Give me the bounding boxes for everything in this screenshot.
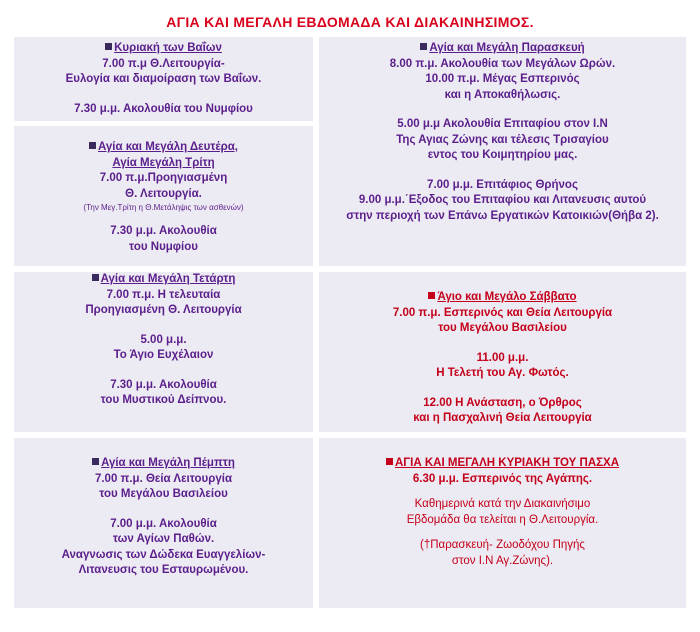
schedule-line: 7.30 μ.μ. Ακολουθία του Νυμφίου [74, 102, 253, 115]
palm-sunday-heading: Κυριακή των Βαΐων [14, 41, 313, 57]
schedule-line: του Μεγάλου Βασιλείου [99, 488, 228, 500]
schedule-line: Το Άγιο Ευχέλαιον [113, 349, 214, 361]
schedule-line: Εβδομάδα θα τελείται η Θ.Λειτουργία. [406, 513, 599, 526]
schedule-line: του Μυστικού Δείπνου. [100, 394, 227, 406]
easter-box [319, 438, 686, 608]
schedule-line: Αναγνωσις των Δώδεκα Ευαγγελίων- [61, 548, 266, 561]
schedule-line: των Αγίων Παθών. [112, 533, 215, 545]
square-bullet-icon [105, 43, 112, 50]
schedule-line: 11.00 μ.μ. [476, 351, 529, 364]
schedule-line: Ευλογία και διαμοίραση των Βαΐων. [65, 73, 262, 85]
schedule-line: 5.00 μ.μ. [140, 333, 187, 346]
schedule-line: 10.00 π.μ. Μέγας Εσπερινός [425, 73, 580, 85]
schedule-line: 7.00 π.μ. Η τελευταία [106, 288, 221, 301]
schedule-line: Η Τελετή του Αγ. Φωτός. [436, 367, 569, 379]
schedule-line: 7.00 μ.μ. Επιτάφιος Θρήνος [427, 178, 578, 191]
easter-heading: ΑΓΙΑ ΚΑΙ ΜΕΓΑΛΗ ΚΥΡΙΑΚΗ ΤΟΥ ΠΑΣΧΑ [319, 456, 686, 472]
palm-sunday-box [14, 37, 313, 121]
schedule-line: 7.00 π.μ Θ.Λειτουργία- [102, 57, 225, 70]
schedule-line: 7.30 μ.μ. Ακολουθία [110, 225, 217, 237]
schedule-line: του Νυμφίου [129, 240, 198, 253]
square-bullet-icon [386, 458, 393, 465]
schedule-line: Της Αγιας Ζώνης και τέλεσις Τρισαγίου [396, 133, 609, 146]
schedule-line: 5.00 μ.μ Ακολουθία Επιταφίου στον Ι.Ν [397, 118, 608, 130]
schedule-line: 12.00 Η Ανάσταση, ο Όρθρος [423, 396, 582, 409]
thursday-heading: Αγία και Μεγάλη Πέμπτη [14, 456, 313, 472]
schedule-line: και η Αποκαθήλωσις. [444, 88, 561, 101]
schedule-line: 7.00 π.μ. Εσπερινός και Θεία Λειτουργία [392, 306, 613, 319]
schedule-line: και η Πασχαλινή Θεία Λειτουργία [413, 412, 592, 424]
wednesday-box [14, 272, 313, 432]
page-title: ΑΓΙΑ ΚΑΙ ΜΕΓΑΛΗ ΕΒΔΟΜΑΔΑ ΚΑΙ ΔΙΑΚΑΙΝΗΣΙΜΟΣ. [166, 14, 534, 30]
mon-tue-heading: Αγία και Μεγάλη Δευτέρα, [14, 140, 313, 156]
wednesday-heading: Αγία και Μεγάλη Τετάρτη [14, 272, 313, 288]
thursday-box [14, 438, 313, 608]
schedule-line: του Μεγάλου Βασιλείου [438, 322, 567, 334]
schedule-line: 7.00 π.μ.Προηγιασμένη [99, 172, 228, 184]
mon-tue-box [14, 126, 313, 266]
schedule-line: 9.00 μ.μ.΄Εξοδος του Επιταφίου και Λιτανευσις αυτού [358, 194, 647, 206]
schedule-line: 8.00 π.μ. Ακολουθία των Μεγάλων Ωρών. [389, 57, 616, 70]
schedule-line: 7.00 π.μ. Θεία Λειτουργία [94, 472, 233, 485]
saturday-box [319, 272, 686, 432]
square-bullet-icon [92, 458, 99, 465]
schedule-line: 7.00 μ.μ. Ακολουθία [110, 517, 217, 530]
note-line: (Την Μεγ.Τρίτη η Θ.Μετάληψις των ασθενών) [83, 203, 244, 212]
schedule-line: στον Ι.Ν Αγ.Ζώνης). [451, 554, 554, 567]
friday-heading: Αγία και Μεγάλη Παρασκευή [319, 41, 686, 57]
schedule-line: εντος του Κοιμητηρίου μας. [427, 149, 578, 161]
square-bullet-icon [420, 43, 427, 50]
square-bullet-icon [428, 292, 435, 299]
schedule-line: Λιτανευσις του Εσταυρωμένου. [78, 564, 249, 576]
mon-tue-heading-2: Αγία Μεγάλη Τρίτη [112, 156, 215, 169]
schedule-line: στην περιοχή των Επάνω Εργατικών Κατοικιών(Θήβα 2). [346, 209, 659, 222]
schedule-line: Καθημερινά κατά την Διακαινήσιμο [414, 498, 591, 510]
schedule-line: Θ. Λειτουργία. [125, 187, 202, 200]
friday-box [319, 37, 686, 266]
schedule-line: (†Παρασκευή- Ζωοδόχου Πηγής [420, 539, 585, 551]
saturday-heading: Άγιο και Μεγάλο Σάββατο [319, 290, 686, 306]
square-bullet-icon [92, 274, 99, 281]
schedule-line: 7.30 μ.μ. Ακολουθία [110, 378, 217, 391]
square-bullet-icon [89, 142, 96, 149]
schedule-line: Προηγιασμένη Θ. Λειτουργία [85, 304, 242, 316]
schedule-line: 6.30 μ.μ. Εσπερινός της Αγάπης. [412, 472, 593, 485]
